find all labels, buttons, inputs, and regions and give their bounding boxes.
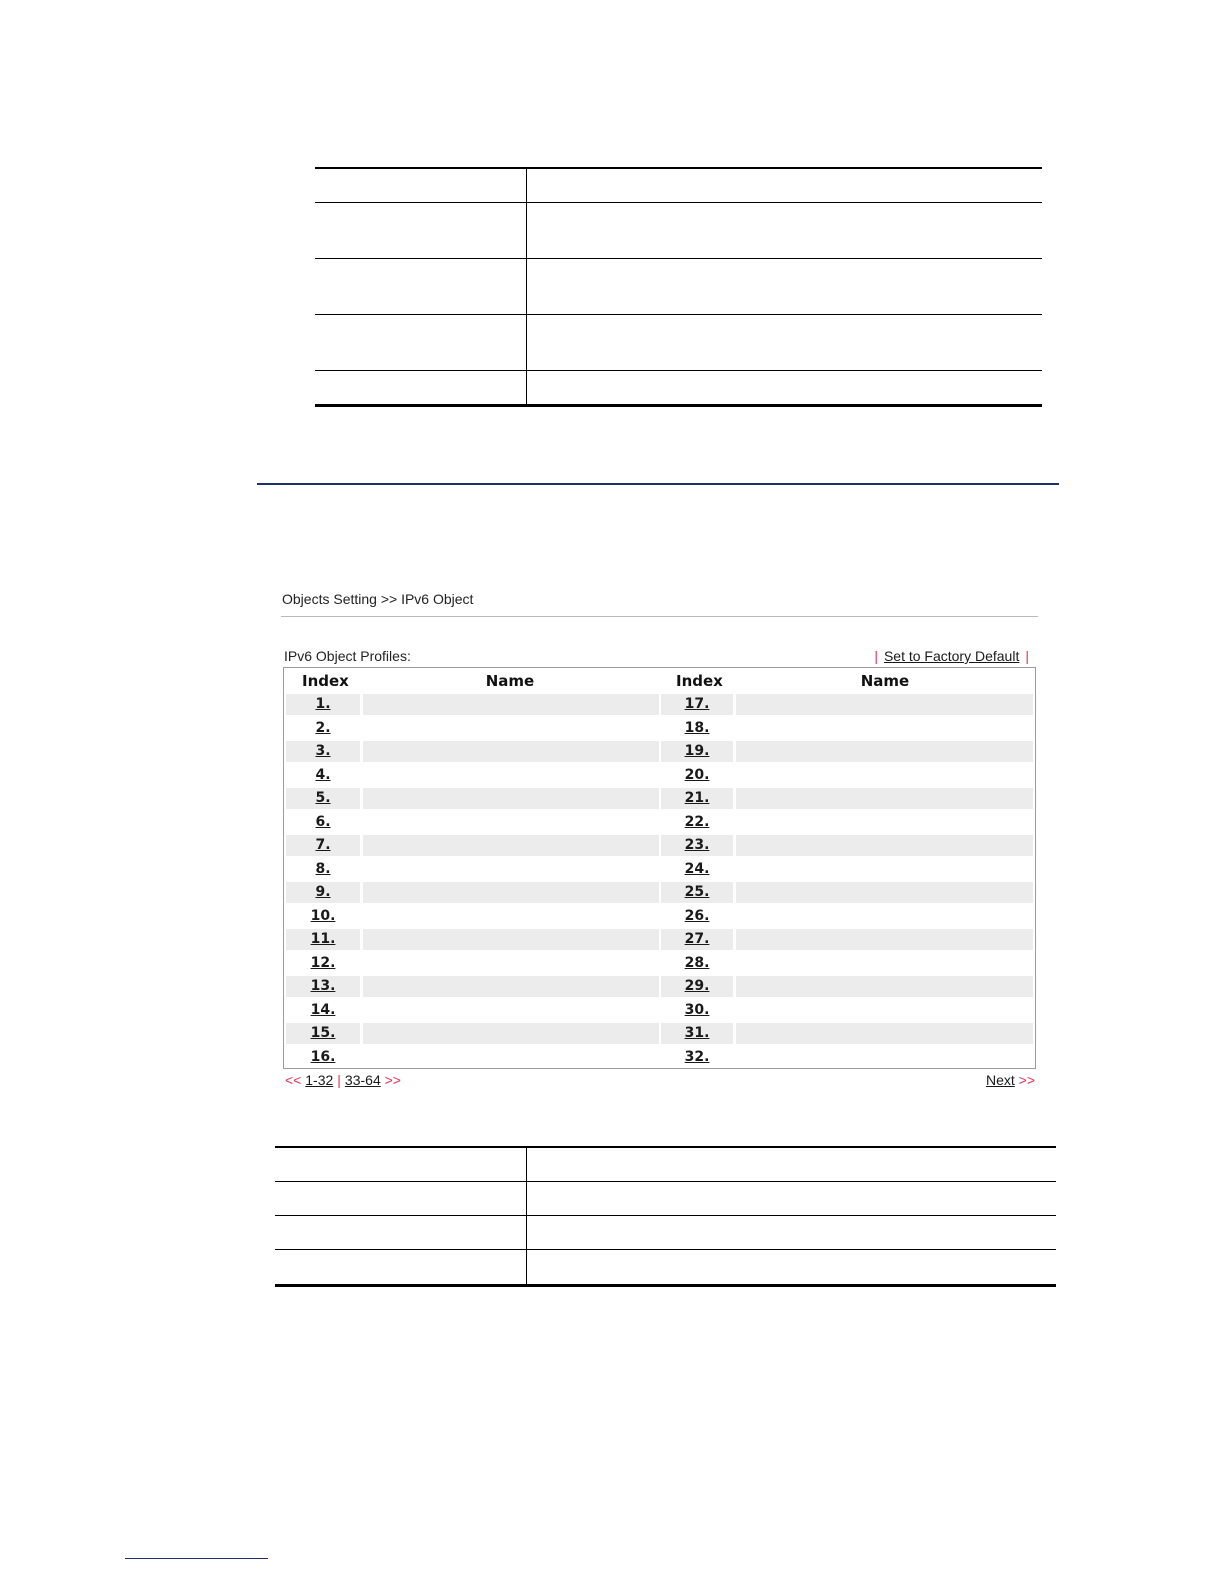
page-link-33-64[interactable]: 33-64 (344, 1072, 381, 1088)
next-arrows: >> (384, 1072, 401, 1088)
table-row (286, 812, 1033, 833)
table-row (286, 694, 1033, 715)
index-cell (286, 1023, 360, 1044)
name-cell (363, 741, 659, 762)
name-cell (736, 694, 1033, 715)
table-row (275, 1181, 1056, 1182)
next-arrows: >> (1018, 1072, 1035, 1088)
name-cell (736, 953, 1033, 974)
index-cell (661, 929, 733, 950)
top-description-table (315, 167, 1042, 407)
name-cell (736, 882, 1033, 903)
breadcrumb-divider (281, 616, 1038, 617)
breadcrumb: Objects Setting >> IPv6 Object (282, 591, 474, 607)
index-cell (661, 788, 733, 809)
table-row (315, 258, 1042, 259)
footnote-divider (125, 1558, 268, 1559)
index-cell (286, 882, 360, 903)
profile-index-link[interactable]: 32. (684, 1049, 710, 1065)
name-cell (363, 882, 659, 903)
name-cell (736, 835, 1033, 856)
separator: | (874, 648, 878, 664)
name-cell (363, 765, 659, 786)
ipv6-object-profiles-table (283, 667, 1036, 1069)
index-cell (286, 812, 360, 833)
index-cell (661, 812, 733, 833)
separator: | (1025, 648, 1029, 664)
pagination (285, 1072, 401, 1088)
name-cell (363, 788, 659, 809)
factory-default-area (868, 648, 1035, 664)
profile-index-link[interactable]: 13. (310, 978, 336, 994)
name-cell (736, 812, 1033, 833)
table-bottom-rule (275, 1284, 1056, 1287)
next-area (986, 1072, 1035, 1088)
profile-index-link[interactable]: 28. (684, 955, 710, 971)
table-column-divider (526, 1146, 527, 1287)
profile-index-link[interactable]: 31. (684, 1025, 710, 1041)
table-row (286, 1047, 1033, 1068)
table-row (286, 835, 1033, 856)
profile-index-link[interactable]: 6. (315, 814, 331, 830)
column-header-index: Index (676, 672, 723, 690)
name-cell (736, 1000, 1033, 1021)
name-cell (736, 1023, 1033, 1044)
profile-index-link[interactable]: 20. (684, 767, 710, 783)
table-row (286, 953, 1033, 974)
name-cell (736, 976, 1033, 997)
profile-index-link[interactable]: 3. (315, 743, 331, 759)
name-cell (736, 765, 1033, 786)
table-row (286, 976, 1033, 997)
profile-index-link[interactable]: 17. (684, 696, 710, 712)
page-link-1-32[interactable]: 1-32 (305, 1072, 334, 1088)
index-cell (286, 835, 360, 856)
name-cell (363, 906, 659, 927)
name-cell (363, 1047, 659, 1068)
index-cell (661, 1000, 733, 1021)
table-row (315, 314, 1042, 315)
next-link[interactable]: Next (985, 1072, 1015, 1088)
profile-index-link[interactable]: 5. (315, 790, 331, 806)
index-cell (286, 788, 360, 809)
profile-index-link[interactable]: 23. (684, 837, 710, 853)
profile-index-link[interactable]: 8. (315, 861, 331, 877)
profile-index-link[interactable]: 30. (684, 1002, 710, 1018)
name-cell (363, 718, 659, 739)
table-row (315, 370, 1042, 371)
profile-index-link[interactable]: 12. (310, 955, 336, 971)
index-cell (661, 765, 733, 786)
column-header-index: Index (302, 672, 349, 690)
name-cell (736, 1047, 1033, 1068)
table-column-divider (526, 167, 527, 407)
table-bottom-rule (315, 404, 1042, 407)
name-cell (736, 788, 1033, 809)
index-cell (661, 882, 733, 903)
index-cell (286, 929, 360, 950)
index-cell (661, 718, 733, 739)
index-cell (286, 1000, 360, 1021)
table-row (286, 882, 1033, 903)
profile-index-link[interactable]: 14. (310, 1002, 336, 1018)
table-row (286, 765, 1033, 786)
index-cell (286, 976, 360, 997)
bottom-description-table (275, 1146, 1056, 1287)
index-cell (286, 765, 360, 786)
index-cell (286, 953, 360, 974)
index-cell (661, 906, 733, 927)
profile-index-link[interactable]: 29. (684, 978, 710, 994)
index-cell (661, 1023, 733, 1044)
column-header-name: Name (860, 672, 910, 690)
name-cell (736, 741, 1033, 762)
profiles-title: IPv6 Object Profiles: (284, 648, 411, 664)
profile-index-link[interactable]: 27. (684, 931, 710, 947)
table-row (286, 929, 1033, 950)
name-cell (736, 859, 1033, 880)
profile-index-link[interactable]: 4. (315, 767, 331, 783)
index-cell (286, 1047, 360, 1068)
index-cell (661, 859, 733, 880)
profile-index-link[interactable]: 11. (310, 931, 336, 947)
profile-index-link[interactable]: 24. (684, 861, 710, 877)
name-cell (363, 976, 659, 997)
profile-index-link[interactable]: 1. (315, 696, 331, 712)
name-cell (363, 953, 659, 974)
profile-index-link[interactable]: 19. (684, 743, 710, 759)
name-cell (736, 906, 1033, 927)
name-cell (363, 694, 659, 715)
index-cell (661, 976, 733, 997)
profile-index-link[interactable]: 22. (684, 814, 710, 830)
prev-arrows: << (285, 1072, 302, 1088)
name-cell (736, 929, 1033, 950)
table-row (286, 1000, 1033, 1021)
index-cell (661, 953, 733, 974)
table-row (286, 859, 1033, 880)
name-cell (363, 1000, 659, 1021)
name-cell (363, 1023, 659, 1044)
name-cell (736, 718, 1033, 739)
index-cell (661, 694, 733, 715)
profile-index-link[interactable]: 2. (315, 720, 331, 736)
index-cell (286, 694, 360, 715)
table-row (286, 741, 1033, 762)
name-cell (363, 929, 659, 950)
set-factory-default-link[interactable]: Set to Factory Default (883, 648, 1020, 664)
profile-index-link[interactable]: 26. (684, 908, 710, 924)
index-cell (286, 859, 360, 880)
table-row (286, 906, 1033, 927)
profile-index-link[interactable]: 18. (684, 720, 710, 736)
index-cell (661, 1047, 733, 1068)
index-cell (286, 718, 360, 739)
table-row (286, 788, 1033, 809)
table-row (286, 1023, 1033, 1044)
column-header-name: Name (485, 672, 535, 690)
table-row (275, 1249, 1056, 1250)
table-row (286, 718, 1033, 739)
table-row (275, 1215, 1056, 1216)
profile-index-link[interactable]: 9. (315, 884, 331, 900)
profile-index-link[interactable]: 25. (684, 884, 710, 900)
index-cell (661, 835, 733, 856)
name-cell (363, 835, 659, 856)
profile-index-link[interactable]: 16. (310, 1049, 336, 1065)
table-row (315, 202, 1042, 203)
profile-index-link[interactable]: 21. (684, 790, 710, 806)
section-divider (257, 483, 1059, 485)
profile-index-link[interactable]: 7. (315, 837, 331, 853)
table-top-rule (315, 167, 1042, 169)
index-cell (286, 741, 360, 762)
table-top-rule (275, 1146, 1056, 1148)
name-cell (363, 812, 659, 833)
profile-index-link[interactable]: 15. (310, 1025, 336, 1041)
profile-index-link[interactable]: 10. (310, 908, 336, 924)
name-cell (363, 859, 659, 880)
index-cell (661, 741, 733, 762)
separator: | (337, 1072, 341, 1088)
index-cell (286, 906, 360, 927)
